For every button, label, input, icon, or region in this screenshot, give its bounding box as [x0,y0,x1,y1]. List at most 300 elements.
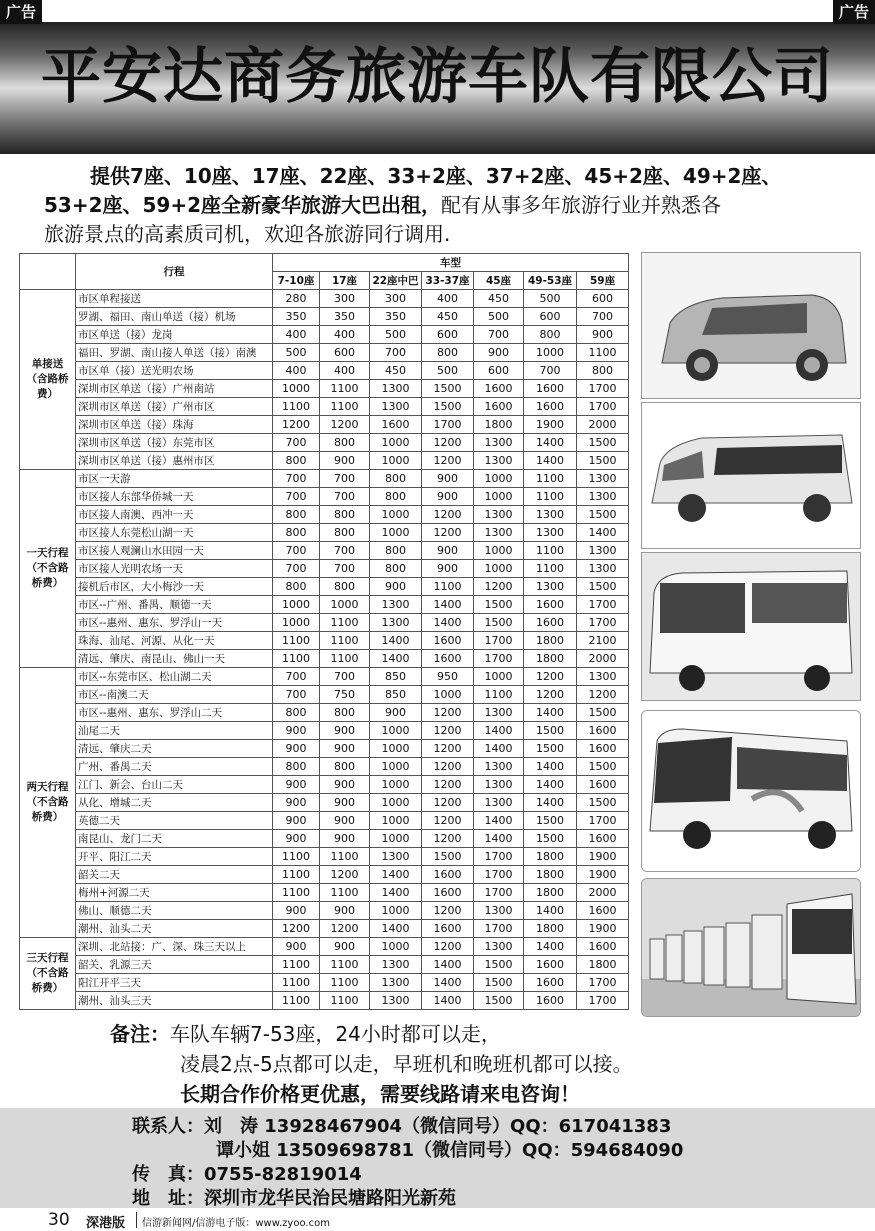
price-cell: 1000 [474,488,524,506]
photo-fleet [641,878,861,1017]
price-cell: 800 [320,704,370,722]
route-cell: 珠海、汕尾、河源、从化一天 [76,632,273,650]
price-cell: 300 [320,290,370,308]
price-cell: 2000 [577,650,629,668]
route-cell: 佛山、顺德二天 [76,902,273,920]
price-cell: 900 [273,938,320,956]
price-cell: 900 [320,776,370,794]
price-cell: 900 [320,830,370,848]
seat-header: 45座 [474,272,524,290]
contact-line-1 [132,1112,671,1138]
page-number: 30 [48,1210,70,1230]
price-cell: 950 [422,668,474,686]
price-cell: 1100 [320,398,370,416]
price-cell: 700 [474,326,524,344]
route-cell: 市区单送（接）龙岗 [76,326,273,344]
price-cell: 1600 [524,992,577,1010]
price-cell: 1600 [422,866,474,884]
route-cell: 市区单程接送 [76,290,273,308]
price-cell: 1100 [524,470,577,488]
price-cell: 1300 [474,758,524,776]
price-cell: 350 [273,308,320,326]
fax-label: 传 真： [132,1164,204,1185]
route-cell: 接机后市区，大小梅沙一天 [76,578,273,596]
price-cell: 700 [273,434,320,452]
price-cell: 1400 [524,902,577,920]
route-cell: 市区--广州、番禺、顺德一天 [76,596,273,614]
price-cell: 1300 [474,506,524,524]
group-label: 三天行程（不含路桥费） [20,938,76,1010]
price-cell: 1300 [577,542,629,560]
table-row [20,830,629,848]
price-cell: 1200 [422,740,474,758]
notes-label: 备注： [110,1022,170,1046]
price-cell: 700 [320,560,370,578]
price-cell: 1300 [370,848,422,866]
price-cell: 900 [370,578,422,596]
price-cell: 1000 [370,794,422,812]
price-cell: 1600 [524,974,577,992]
price-cell: 900 [273,794,320,812]
price-cell: 1100 [320,974,370,992]
intro-line-2-bold: 53+2座、59+2座全新豪华旅游大巴出租， [44,193,442,217]
price-cell: 800 [320,506,370,524]
price-cell: 800 [273,704,320,722]
table-row [20,416,629,434]
price-cell: 1400 [474,830,524,848]
price-cell: 800 [370,470,422,488]
table-row [20,866,629,884]
price-cell: 900 [273,776,320,794]
price-cell: 1700 [577,380,629,398]
price-cell: 1500 [524,830,577,848]
price-cell: 1100 [524,542,577,560]
price-cell: 1500 [474,956,524,974]
price-cell: 1400 [370,632,422,650]
price-cell: 900 [422,542,474,560]
price-cell: 1200 [422,812,474,830]
price-cell: 850 [370,686,422,704]
price-cell: 500 [422,362,474,380]
price-cell: 700 [273,470,320,488]
route-cell: 市区接人东部华侨城一天 [76,488,273,506]
price-cell: 1300 [577,470,629,488]
price-cell: 900 [320,452,370,470]
table-row [20,344,629,362]
route-cell: 市区--惠州、惠东、罗浮山二天 [76,704,273,722]
price-cell: 800 [273,524,320,542]
price-cell: 500 [370,326,422,344]
price-cell: 700 [273,560,320,578]
table-row [20,686,629,704]
table-row [20,290,629,308]
price-cell: 1300 [474,776,524,794]
table-row [20,542,629,560]
price-cell: 1200 [422,902,474,920]
price-cell: 1600 [577,830,629,848]
seat-header: 59座 [577,272,629,290]
route-cell: 韶关二天 [76,866,273,884]
price-cell: 1500 [577,434,629,452]
contact-person-2: 谭小姐 13509698781（微信同号）QQ：594684090 [216,1140,684,1161]
price-cell: 800 [320,524,370,542]
table-row [20,974,629,992]
price-cell: 800 [273,506,320,524]
price-cell: 1300 [577,560,629,578]
route-cell: 汕尾二天 [76,722,273,740]
price-cell: 500 [474,308,524,326]
route-cell: 从化、增城二天 [76,794,273,812]
route-cell: 深圳市区单送（接）惠州市区 [76,452,273,470]
price-cell: 1800 [524,884,577,902]
route-cell: 广州、番禺二天 [76,758,273,776]
price-cell: 1600 [577,722,629,740]
price-cell: 1000 [524,344,577,362]
price-cell: 900 [273,812,320,830]
price-cell: 1600 [577,776,629,794]
price-cell: 1800 [524,866,577,884]
price-cell: 800 [370,560,422,578]
price-cell: 900 [320,812,370,830]
photo-coach [641,710,861,872]
price-cell: 1500 [577,578,629,596]
contact-label: 联系人： [132,1116,204,1137]
price-cell: 1800 [474,416,524,434]
price-cell: 1400 [422,956,474,974]
price-cell: 1400 [524,938,577,956]
price-cell: 1600 [524,380,577,398]
price-cell: 1100 [474,686,524,704]
price-cell: 1400 [524,776,577,794]
price-cell: 800 [524,326,577,344]
price-cell: 1500 [474,992,524,1010]
price-cell: 1200 [524,668,577,686]
price-cell: 1500 [474,596,524,614]
route-cell: 江门、新会、台山二天 [76,776,273,794]
route-cell: 深圳市区单送（接）广州南站 [76,380,273,398]
price-cell: 1800 [524,632,577,650]
price-cell: 1100 [320,614,370,632]
price-cell: 1200 [524,686,577,704]
price-cell: 2100 [577,632,629,650]
price-cell: 1900 [577,920,629,938]
price-cell: 700 [370,344,422,362]
price-cell: 1700 [577,812,629,830]
price-cell: 1000 [273,596,320,614]
price-cell: 700 [320,668,370,686]
price-cell: 600 [474,362,524,380]
price-cell: 1400 [370,920,422,938]
price-cell: 1200 [422,704,474,722]
price-cell: 800 [422,344,474,362]
table-row [20,704,629,722]
price-cell: 1300 [474,938,524,956]
table-row [20,632,629,650]
route-cell: 市区接人光明农场一天 [76,560,273,578]
price-cell: 900 [320,722,370,740]
price-cell: 600 [524,308,577,326]
coach-bus-icon [642,711,860,871]
price-cell: 1700 [474,848,524,866]
seat-header: 49-53座 [524,272,577,290]
price-cell: 1300 [370,956,422,974]
price-cell: 1400 [422,614,474,632]
footer-site: 信游新闻网/信游电子版：www.zyoo.com [142,1218,330,1229]
price-cell: 1300 [370,380,422,398]
price-cell: 450 [474,290,524,308]
address-text: 深圳市龙华民治民塘路阳光新苑 [204,1188,456,1209]
seat-header: 7-10座 [273,272,320,290]
price-cell: 1200 [577,686,629,704]
price-cell: 1700 [474,866,524,884]
price-cell: 1600 [524,956,577,974]
price-cell: 500 [273,344,320,362]
price-cell: 1300 [524,578,577,596]
price-cell: 850 [370,668,422,686]
price-cell: 900 [320,938,370,956]
price-cell: 1300 [474,794,524,812]
price-cell: 1200 [422,722,474,740]
price-cell: 900 [474,344,524,362]
table-row [20,380,629,398]
price-cell: 700 [524,362,577,380]
price-cell: 1600 [524,398,577,416]
price-cell: 1100 [320,884,370,902]
contact-section [0,1108,875,1208]
table-row [20,920,629,938]
price-cell: 1600 [577,902,629,920]
price-cell: 1600 [422,632,474,650]
price-cell: 1000 [370,740,422,758]
price-cell: 1100 [273,956,320,974]
price-cell: 1000 [370,758,422,776]
table-row [20,470,629,488]
intro-line-1: 提供7座、10座、17座、22座、33+2座、37+2座、45+2座、49+2座、 [90,164,782,188]
route-cell: 市区--惠州、惠东、罗浮山一天 [76,614,273,632]
price-cell: 1300 [474,902,524,920]
price-cell: 1300 [370,992,422,1010]
price-cell: 1000 [474,560,524,578]
price-cell: 1300 [370,974,422,992]
price-cell: 280 [273,290,320,308]
price-cell: 400 [320,326,370,344]
price-cell: 1600 [524,596,577,614]
price-cell: 1100 [577,344,629,362]
route-cell: 潮州、汕头三天 [76,992,273,1010]
price-cell: 1900 [577,848,629,866]
route-cell: 市区单（接）送光明农场 [76,362,273,380]
price-cell: 1000 [370,830,422,848]
price-cell: 1300 [370,614,422,632]
price-cell: 900 [422,488,474,506]
price-cell: 1800 [524,920,577,938]
price-cell: 1400 [524,758,577,776]
table-row [20,740,629,758]
price-cell: 800 [320,434,370,452]
price-cell: 1600 [474,380,524,398]
ad-label-left: 广告 [0,0,42,24]
price-cell: 1100 [524,560,577,578]
fax-number: 0755-82819014 [204,1164,362,1185]
price-cell: 500 [524,290,577,308]
price-cell: 1200 [320,866,370,884]
notes-text-1: 车队车辆7-53座，24小时都可以走， [170,1022,501,1046]
price-cell: 1100 [273,848,320,866]
price-cell: 1000 [273,380,320,398]
price-cell: 1700 [577,992,629,1010]
table-row [20,722,629,740]
route-cell: 清远、肇庆、南昆山、佛山一天 [76,650,273,668]
notes-line-1 [110,1020,501,1048]
price-cell: 1200 [422,794,474,812]
price-cell: 1600 [474,398,524,416]
price-cell: 700 [273,686,320,704]
price-cell: 1200 [422,938,474,956]
page-footer [0,1208,875,1230]
price-cell: 800 [370,542,422,560]
price-cell: 1900 [524,416,577,434]
price-cell: 1300 [524,506,577,524]
price-cell: 1400 [422,974,474,992]
price-table [19,253,629,1010]
price-cell: 800 [577,362,629,380]
price-cell: 1500 [577,452,629,470]
price-cell: 900 [273,902,320,920]
price-cell: 800 [370,488,422,506]
price-cell: 1000 [273,614,320,632]
price-cell: 400 [422,290,474,308]
price-cell: 900 [320,902,370,920]
price-cell: 1300 [474,434,524,452]
price-cell: 700 [273,488,320,506]
price-cell: 1700 [422,416,474,434]
price-cell: 1600 [422,920,474,938]
price-cell: 1400 [422,992,474,1010]
price-cell: 1500 [524,812,577,830]
price-cell: 1300 [524,524,577,542]
price-cell: 600 [422,326,474,344]
price-cell: 1800 [524,650,577,668]
table-row [20,812,629,830]
table-row [20,884,629,902]
route-cell: 韶关、乳源三天 [76,956,273,974]
price-cell: 1800 [577,956,629,974]
price-cell: 1200 [422,776,474,794]
table-row [20,614,629,632]
price-cell: 700 [273,542,320,560]
intro-line-3: 旅游景点的高素质司机，欢迎各旅游同行调用. [44,222,451,246]
price-cell: 1800 [524,848,577,866]
price-cell: 800 [320,578,370,596]
intro-text [44,162,844,249]
price-cell: 900 [320,740,370,758]
price-cell: 1600 [370,416,422,434]
price-cell: 1500 [474,614,524,632]
price-cell: 1300 [577,488,629,506]
price-cell: 1300 [474,524,524,542]
photo-minibus [641,402,861,549]
price-cell: 700 [273,668,320,686]
price-cell: 1600 [524,614,577,632]
price-cell: 900 [273,830,320,848]
price-cell: 1500 [422,848,474,866]
table-row [20,524,629,542]
route-cell: 市区接人观澜山水田园一天 [76,542,273,560]
table-row [20,758,629,776]
price-cell: 1700 [474,920,524,938]
price-cell: 1200 [273,920,320,938]
price-cell: 1100 [273,992,320,1010]
table-row [20,596,629,614]
price-cell: 1400 [524,452,577,470]
price-cell: 1500 [422,398,474,416]
price-cell: 400 [273,326,320,344]
price-cell: 1200 [273,416,320,434]
price-cell: 1100 [320,632,370,650]
table-row [20,488,629,506]
price-cell: 600 [320,344,370,362]
group-header-blank [20,254,76,290]
intro-line-2-normal: 配有从事多年旅游行业并熟悉各 [441,193,722,217]
price-cell: 1300 [577,668,629,686]
route-header: 行程 [76,254,273,290]
price-cell: 300 [370,290,422,308]
table-row [20,650,629,668]
price-cell: 1600 [577,740,629,758]
table-row [20,668,629,686]
route-cell: 深圳市区单送（接）珠海 [76,416,273,434]
price-cell: 350 [320,308,370,326]
price-cell: 1500 [577,758,629,776]
price-cell: 1200 [320,416,370,434]
price-cell: 1200 [422,758,474,776]
price-cell: 900 [273,722,320,740]
price-cell: 1400 [370,650,422,668]
price-cell: 1100 [273,866,320,884]
price-cell: 1000 [370,524,422,542]
route-cell: 市区--南澳二天 [76,686,273,704]
table-row [20,434,629,452]
route-cell: 市区--东莞市区、松山湖二天 [76,668,273,686]
car-type-header: 车型 [273,254,629,272]
price-cell: 1200 [320,920,370,938]
price-cell: 1000 [370,776,422,794]
group-label: 一天行程（不含路桥费） [20,470,76,668]
price-cell: 1100 [273,650,320,668]
price-cell: 350 [370,308,422,326]
edition-label: 深港版 [86,1216,126,1231]
bus-fleet-icon [642,879,860,1016]
price-cell: 1000 [320,596,370,614]
price-cell: 1000 [474,668,524,686]
price-cell: 1000 [474,542,524,560]
table-row [20,992,629,1010]
route-cell: 罗湖、福田、南山单送（接）机场 [76,308,273,326]
photo-coaster [641,552,861,701]
price-cell: 1400 [474,722,524,740]
group-label: 单接送（含路桥费） [20,290,76,470]
notes-line-3: 长期合作价格更优惠，需要线路请来电咨询！ [180,1082,580,1106]
price-cell: 1700 [577,614,629,632]
address-line [132,1184,456,1210]
price-cell: 700 [577,308,629,326]
price-cell: 1500 [524,740,577,758]
seat-header: 22座中巴 [370,272,422,290]
route-cell: 福田、罗湖、南山接人单送（接）南澳 [76,344,273,362]
price-cell: 800 [273,578,320,596]
price-cell: 1100 [320,848,370,866]
table-row [20,902,629,920]
